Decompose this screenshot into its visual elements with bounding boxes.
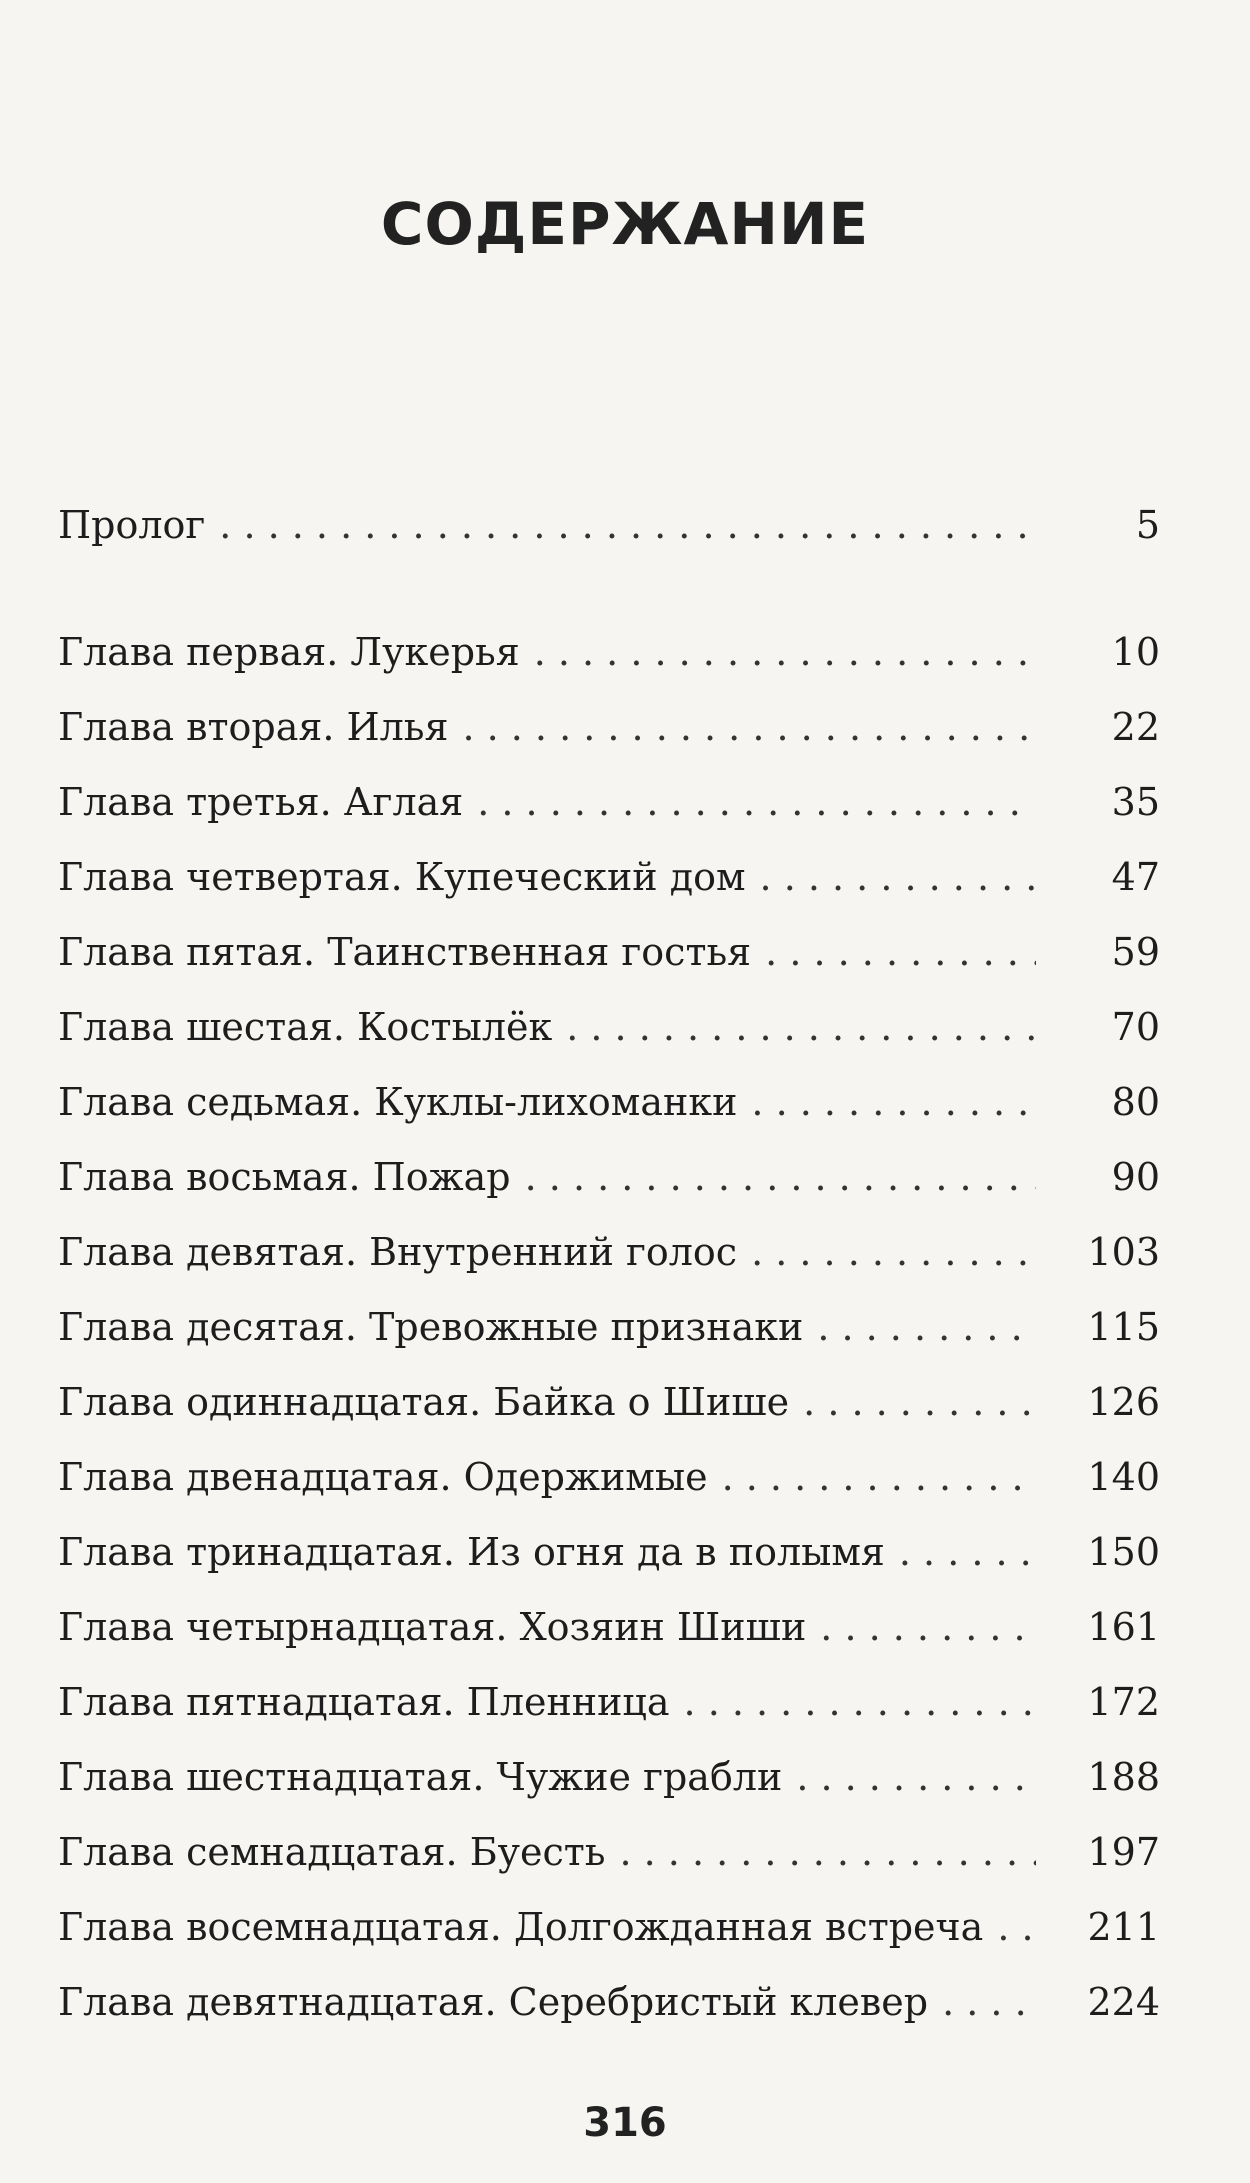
dot-leader — [534, 615, 1036, 690]
toc-entry-title: Глава девятнадцатая. Серебристый клевер — [58, 1980, 929, 2024]
toc-entry — [58, 990, 1160, 1065]
toc-entry — [58, 1365, 1160, 1440]
toc-entry-page: 126 — [1087, 1380, 1160, 1424]
dot-leader — [477, 765, 1036, 840]
page-title: СОДЕРЖАНИЕ — [380, 190, 870, 258]
toc-entry — [58, 1515, 1160, 1590]
dot-leader — [566, 990, 1036, 1065]
dot-leader — [751, 1065, 1036, 1140]
toc-entry-page: 188 — [1087, 1755, 1160, 1799]
toc-entry — [58, 1740, 1160, 1815]
toc-entry-page: 90 — [1111, 1155, 1160, 1199]
dot-leader — [803, 1365, 1036, 1440]
dot-leader — [619, 1815, 1036, 1890]
toc-entry-page: 35 — [1111, 780, 1160, 824]
toc-entry — [58, 1290, 1160, 1365]
toc-entry-page: 10 — [1111, 630, 1160, 674]
toc-entry-title: Глава восьмая. Пожар — [58, 1155, 511, 1199]
toc-entry-page: 59 — [1111, 930, 1160, 974]
toc-entry-title: Глава десятая. Тревожные признаки — [58, 1305, 804, 1349]
toc-entry-page: 70 — [1111, 1005, 1160, 1049]
toc-entry-title: Глава одиннадцатая. Байка о Шише — [58, 1380, 790, 1424]
dot-leader — [796, 1740, 1036, 1815]
toc-entry-title: Глава седьмая. Куклы-лихоманки — [58, 1080, 738, 1124]
dot-leader — [760, 840, 1036, 915]
toc-entry-title: Глава пятнадцатая. Пленница — [58, 1680, 670, 1724]
toc-entry-title: Глава шестая. Костылёк — [58, 1005, 553, 1049]
toc-entry-title: Глава восемнадцатая. Долгожданная встреча — [58, 1905, 984, 1949]
toc-entry — [58, 1440, 1160, 1515]
toc-entry-title: Пролог — [58, 503, 206, 547]
dot-leader — [722, 1440, 1036, 1515]
toc-entry-title: Глава шестнадцатая. Чужие грабли — [58, 1755, 783, 1799]
toc-entry-page: 80 — [1111, 1080, 1160, 1124]
toc-entry-title: Глава тринадцатая. Из огня да в полымя — [58, 1530, 885, 1574]
toc-entry-page: 211 — [1087, 1905, 1160, 1949]
dot-leader — [899, 1515, 1036, 1590]
dot-leader — [820, 1590, 1036, 1665]
page-number: 316 — [583, 2100, 667, 2146]
dot-leader — [462, 690, 1036, 765]
toc-entry-page: 103 — [1087, 1230, 1160, 1274]
toc-entry-page: 224 — [1087, 1980, 1160, 2024]
toc-entry-title: Глава вторая. Илья — [58, 705, 449, 749]
dot-leader — [997, 1890, 1036, 1965]
toc-entry-page: 140 — [1087, 1455, 1160, 1499]
toc-entry-page: 150 — [1087, 1530, 1160, 1574]
toc-entry-page: 5 — [1135, 503, 1160, 547]
toc-entry — [58, 1815, 1160, 1890]
toc-entry-title: Глава четвертая. Купеческий дом — [58, 855, 746, 899]
toc-entry — [58, 615, 1160, 690]
toc-entry — [58, 1215, 1160, 1290]
toc-entry-page: 197 — [1087, 1830, 1160, 1874]
toc-entry-page: 161 — [1087, 1605, 1160, 1649]
toc-entry — [58, 1590, 1160, 1665]
toc-entry-title: Глава двенадцатая. Одержимые — [58, 1455, 708, 1499]
toc-entry-title: Глава девятая. Внутренний голос — [58, 1230, 738, 1274]
toc-entry-title: Глава третья. Аглая — [58, 780, 464, 824]
toc-entry — [58, 488, 1160, 563]
toc-entry-title: Глава первая. Лукерья — [58, 630, 520, 674]
toc-entry-page: 47 — [1111, 855, 1160, 899]
toc-entry — [58, 1965, 1160, 2040]
dot-leader — [219, 488, 1036, 563]
toc-entry-title: Глава семнадцатая. Буесть — [58, 1830, 606, 1874]
toc-entry-page: 115 — [1087, 1305, 1160, 1349]
toc-entry — [58, 690, 1160, 765]
toc-entry — [58, 1140, 1160, 1215]
dot-leader — [765, 915, 1036, 990]
dot-leader — [751, 1215, 1036, 1290]
toc-entry — [58, 1890, 1160, 1965]
toc-entry — [58, 1665, 1160, 1740]
toc-entry-page: 172 — [1087, 1680, 1160, 1724]
table-of-contents — [58, 488, 1160, 2040]
toc-entry — [58, 765, 1160, 840]
toc-entry-title: Глава пятая. Таинственная гостья — [58, 930, 752, 974]
dot-leader — [942, 1965, 1036, 2040]
dot-leader — [525, 1140, 1036, 1215]
dot-leader — [684, 1665, 1036, 1740]
toc-entry-page: 22 — [1111, 705, 1160, 749]
dot-leader — [817, 1290, 1036, 1365]
toc-entry-title: Глава четырнадцатая. Хозяин Шиши — [58, 1605, 807, 1649]
toc-entry — [58, 840, 1160, 915]
toc-entry — [58, 915, 1160, 990]
toc-entry — [58, 1065, 1160, 1140]
